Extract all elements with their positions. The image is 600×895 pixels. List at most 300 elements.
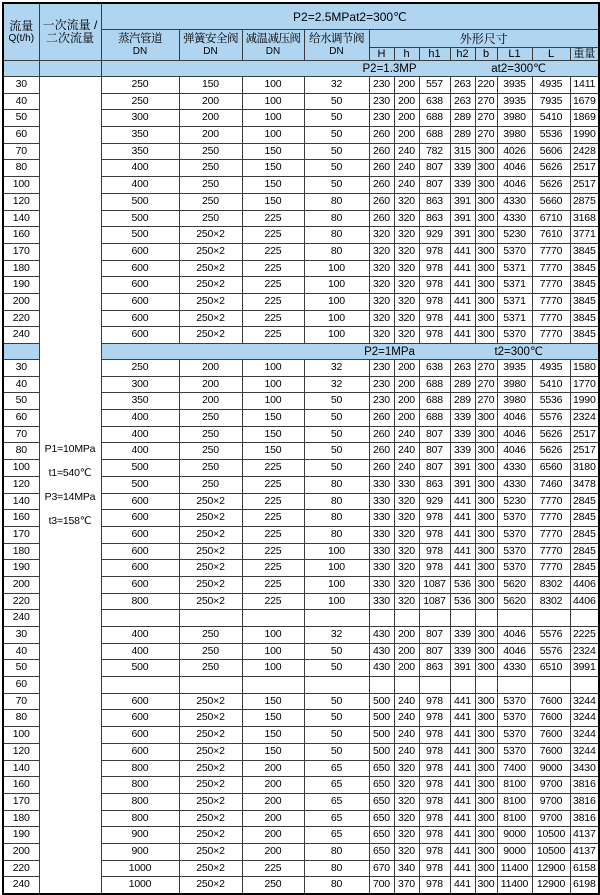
- data-cell: 320: [394, 277, 419, 294]
- data-cell: 1990: [570, 127, 599, 144]
- data-cell: 688: [419, 110, 450, 127]
- data-cell: 782: [419, 143, 450, 160]
- data-cell: 300: [475, 760, 497, 777]
- data-cell: 300: [475, 293, 497, 310]
- data-cell: 2845: [570, 493, 599, 510]
- data-cell: 225: [242, 227, 304, 244]
- data-cell: 8100: [497, 810, 532, 827]
- data-cell: 5536: [532, 393, 570, 410]
- data-cell: 50: [304, 693, 369, 710]
- data-cell: 300: [475, 560, 497, 577]
- data-cell: 200: [394, 643, 419, 660]
- data-cell: 65: [304, 810, 369, 827]
- data-cell: 225: [242, 560, 304, 577]
- data-cell: 9000: [497, 827, 532, 844]
- data-cell: 250×2: [179, 227, 242, 244]
- data-cell: [475, 610, 497, 627]
- data-cell: 320: [394, 310, 419, 327]
- data-cell: 1990: [570, 393, 599, 410]
- data-cell: 807: [419, 177, 450, 194]
- flow-cell: 180: [3, 260, 39, 277]
- data-cell: 250: [179, 643, 242, 660]
- data-cell: 11400: [497, 860, 532, 877]
- flow-cell: 140: [3, 210, 39, 227]
- data-cell: 339: [450, 627, 475, 644]
- data-cell: 300: [475, 660, 497, 677]
- data-cell: 250×2: [179, 560, 242, 577]
- dim-col-L1: L1: [497, 48, 532, 61]
- flow-cell: 240: [3, 610, 39, 627]
- data-cell: 391: [450, 476, 475, 493]
- data-cell: 250×2: [179, 877, 242, 894]
- data-cell: 5606: [532, 143, 570, 160]
- data-cell: 270: [475, 393, 497, 410]
- data-cell: 80: [304, 193, 369, 210]
- weight-col-header: 重量: [570, 48, 599, 61]
- data-cell: 7770: [532, 560, 570, 577]
- data-cell: 65: [304, 793, 369, 810]
- data-cell: 6710: [532, 210, 570, 227]
- data-cell: 500: [101, 193, 179, 210]
- data-cell: 8302: [532, 576, 570, 593]
- data-cell: 150: [242, 443, 304, 460]
- data-cell: 7770: [532, 260, 570, 277]
- data-cell: 200: [179, 393, 242, 410]
- data-cell: 4330: [497, 210, 532, 227]
- data-cell: 500: [101, 660, 179, 677]
- data-cell: 441: [450, 543, 475, 560]
- data-cell: 8302: [532, 593, 570, 610]
- data-cell: 5371: [497, 293, 532, 310]
- data-cell: 978: [419, 777, 450, 794]
- data-cell: 3244: [570, 693, 599, 710]
- data-cell: [419, 610, 450, 627]
- data-cell: 200: [242, 827, 304, 844]
- data-cell: [179, 610, 242, 627]
- data-cell: 270: [475, 93, 497, 110]
- data-cell: 978: [419, 327, 450, 344]
- data-cell: 250×2: [179, 810, 242, 827]
- data-cell: [450, 677, 475, 694]
- data-cell: 9700: [532, 810, 570, 827]
- data-cell: 300: [475, 843, 497, 860]
- data-cell: 441: [450, 560, 475, 577]
- flow-cell: 140: [3, 493, 39, 510]
- data-cell: 4406: [570, 576, 599, 593]
- data-cell: 807: [419, 460, 450, 477]
- data-cell: 50: [304, 743, 369, 760]
- data-cell: 807: [419, 627, 450, 644]
- data-cell: 300: [475, 526, 497, 543]
- data-cell: 250: [179, 143, 242, 160]
- data-cell: 225: [242, 327, 304, 344]
- data-cell: 3845: [570, 310, 599, 327]
- flow-cell: 70: [3, 143, 39, 160]
- data-cell: 3980: [497, 393, 532, 410]
- data-cell: 3935: [497, 93, 532, 110]
- data-cell: 807: [419, 160, 450, 177]
- data-cell: 320: [394, 810, 419, 827]
- data-cell: 600: [101, 743, 179, 760]
- data-cell: 240: [394, 143, 419, 160]
- divider-pressure-label: P2=1MPa: [364, 345, 415, 358]
- data-cell: 5371: [497, 310, 532, 327]
- data-cell: 978: [419, 860, 450, 877]
- data-cell: 150: [242, 177, 304, 194]
- data-cell: 441: [450, 260, 475, 277]
- data-cell: 5371: [497, 260, 532, 277]
- data-cell: 807: [419, 643, 450, 660]
- data-cell: 289: [450, 393, 475, 410]
- data-cell: [394, 610, 419, 627]
- flow-cell: 40: [3, 93, 39, 110]
- data-cell: 800: [101, 777, 179, 794]
- table-body: [3, 61, 599, 895]
- data-cell: 441: [450, 860, 475, 877]
- data-cell: 100: [242, 93, 304, 110]
- data-cell: 430: [369, 627, 394, 644]
- data-cell: 320: [394, 293, 419, 310]
- data-cell: 441: [450, 777, 475, 794]
- data-cell: 320: [394, 593, 419, 610]
- data-cell: 225: [242, 243, 304, 260]
- data-cell: 807: [419, 443, 450, 460]
- data-cell: 50: [304, 443, 369, 460]
- data-cell: 5370: [497, 693, 532, 710]
- data-cell: 100: [304, 593, 369, 610]
- flow-cell: 220: [3, 593, 39, 610]
- data-cell: 250×2: [179, 760, 242, 777]
- data-cell: 10500: [532, 827, 570, 844]
- data-cell: 9700: [532, 793, 570, 810]
- primary-secondary-flow-header: [39, 3, 101, 61]
- data-cell: 32: [304, 627, 369, 644]
- data-cell: 929: [419, 493, 450, 510]
- data-cell: 650: [369, 810, 394, 827]
- data-cell: 230: [369, 376, 394, 393]
- flow-cell: 60: [3, 677, 39, 694]
- data-cell: 300: [475, 627, 497, 644]
- data-cell: 150: [242, 160, 304, 177]
- data-cell: 4330: [497, 660, 532, 677]
- data-cell: 978: [419, 293, 450, 310]
- data-cell: 800: [101, 593, 179, 610]
- data-cell: 350: [101, 143, 179, 160]
- data-cell: 3845: [570, 277, 599, 294]
- data-cell: 2225: [570, 627, 599, 644]
- subheader-temp-label: at2=300℃: [491, 62, 547, 75]
- data-cell: 240: [394, 710, 419, 727]
- data-cell: 391: [450, 660, 475, 677]
- data-cell: 330: [369, 476, 394, 493]
- data-cell: 80: [304, 526, 369, 543]
- data-cell: 800: [101, 793, 179, 810]
- flow-cell: 50: [3, 110, 39, 127]
- data-cell: 289: [450, 110, 475, 127]
- data-cell: [304, 610, 369, 627]
- data-cell: 200: [179, 127, 242, 144]
- data-cell: 320: [394, 543, 419, 560]
- data-cell: 978: [419, 543, 450, 560]
- data-cell: 441: [450, 710, 475, 727]
- data-cell: 100: [242, 643, 304, 660]
- data-cell: 441: [450, 526, 475, 543]
- flow-cell: 220: [3, 310, 39, 327]
- flow-cell: 100: [3, 177, 39, 194]
- safety-valve-dn-label: DN: [203, 46, 218, 57]
- data-cell: 400: [101, 627, 179, 644]
- flow-cell: 140: [3, 760, 39, 777]
- data-cell: 225: [242, 593, 304, 610]
- data-cell: 5626: [532, 443, 570, 460]
- data-cell: 200: [179, 360, 242, 377]
- reduce-valve-dn-label: DN: [265, 46, 281, 57]
- data-cell: 391: [450, 193, 475, 210]
- data-cell: 225: [242, 210, 304, 227]
- data-cell: 6198: [570, 877, 599, 894]
- data-cell: 4046: [497, 410, 532, 427]
- data-cell: 250: [101, 360, 179, 377]
- data-cell: 5371: [497, 277, 532, 294]
- side-condition-label: t3=158℃: [48, 515, 92, 527]
- safety-valve-header: [179, 30, 242, 61]
- data-cell: 300: [475, 693, 497, 710]
- data-cell: 250×2: [179, 510, 242, 527]
- data-cell: 300: [475, 510, 497, 527]
- data-cell: 430: [369, 643, 394, 660]
- data-cell: 80: [304, 243, 369, 260]
- data-cell: 7770: [532, 277, 570, 294]
- data-cell: 7600: [532, 743, 570, 760]
- data-cell: 978: [419, 310, 450, 327]
- data-cell: 978: [419, 877, 450, 894]
- data-cell: 5230: [497, 227, 532, 244]
- data-cell: 441: [450, 277, 475, 294]
- data-cell: 300: [475, 243, 497, 260]
- data-cell: 300: [475, 827, 497, 844]
- data-cell: 220: [475, 77, 497, 94]
- divider-flow-cell: [3, 344, 39, 360]
- data-cell: 5576: [532, 410, 570, 427]
- data-cell: 1580: [570, 360, 599, 377]
- reduce-valve-label: 减温减压阀: [245, 33, 301, 45]
- data-cell: 391: [450, 210, 475, 227]
- data-cell: 230: [369, 360, 394, 377]
- data-cell: 4046: [497, 627, 532, 644]
- data-cell: 350: [101, 393, 179, 410]
- dim-col-h1: h1: [419, 48, 450, 61]
- data-cell: 320: [394, 777, 419, 794]
- flow-cell: 120: [3, 743, 39, 760]
- data-cell: 200: [394, 360, 419, 377]
- data-cell: [369, 677, 394, 694]
- data-cell: 240: [394, 177, 419, 194]
- data-cell: 600: [101, 543, 179, 560]
- data-cell: 260: [369, 460, 394, 477]
- data-cell: 400: [101, 410, 179, 427]
- data-cell: 320: [369, 243, 394, 260]
- data-cell: 2517: [570, 160, 599, 177]
- data-cell: 1679: [570, 93, 599, 110]
- data-cell: 240: [394, 443, 419, 460]
- data-cell: 3935: [497, 77, 532, 94]
- data-cell: 600: [101, 277, 179, 294]
- data-cell: 9000: [497, 843, 532, 860]
- data-cell: 500: [369, 710, 394, 727]
- flow-cell: 190: [3, 560, 39, 577]
- data-cell: 300: [475, 643, 497, 660]
- data-cell: 150: [242, 193, 304, 210]
- data-cell: 300: [475, 310, 497, 327]
- data-cell: 600: [101, 327, 179, 344]
- data-cell: 300: [475, 576, 497, 593]
- data-cell: 240: [394, 460, 419, 477]
- data-cell: 200: [394, 127, 419, 144]
- data-cell: 6560: [532, 460, 570, 477]
- data-cell: 330: [394, 476, 419, 493]
- data-cell: 5370: [497, 743, 532, 760]
- data-cell: 240: [394, 160, 419, 177]
- subheader-row: [3, 61, 599, 77]
- data-cell: 2875: [570, 193, 599, 210]
- data-cell: 3980: [497, 376, 532, 393]
- steam-pipe-header: [101, 30, 179, 61]
- data-cell: 7770: [532, 543, 570, 560]
- data-cell: 300: [475, 277, 497, 294]
- data-cell: 863: [419, 210, 450, 227]
- data-cell: 3430: [570, 760, 599, 777]
- data-cell: 150: [242, 410, 304, 427]
- data-cell: 80: [304, 476, 369, 493]
- data-cell: [497, 677, 532, 694]
- data-cell: 5230: [497, 493, 532, 510]
- data-cell: [419, 677, 450, 694]
- pressure-band-title: P2=2.5MPat2=300℃: [101, 3, 599, 30]
- data-cell: 4046: [497, 443, 532, 460]
- data-cell: 100: [242, 360, 304, 377]
- subheader-primary-cell: [39, 61, 101, 77]
- data-cell: 300: [475, 227, 497, 244]
- data-cell: 3816: [570, 777, 599, 794]
- data-cell: 3244: [570, 710, 599, 727]
- data-cell: 100: [242, 127, 304, 144]
- data-cell: 339: [450, 160, 475, 177]
- data-cell: 320: [369, 260, 394, 277]
- data-cell: 150: [242, 710, 304, 727]
- data-cell: 263: [450, 77, 475, 94]
- data-cell: 100: [242, 627, 304, 644]
- data-cell: 807: [419, 426, 450, 443]
- data-cell: 688: [419, 410, 450, 427]
- data-cell: 370: [394, 877, 419, 894]
- data-cell: [532, 610, 570, 627]
- data-cell: [532, 677, 570, 694]
- data-cell: 688: [419, 376, 450, 393]
- data-cell: 929: [419, 227, 450, 244]
- data-cell: 300: [475, 860, 497, 877]
- data-cell: 300: [475, 260, 497, 277]
- data-cell: 32: [304, 360, 369, 377]
- data-cell: 2517: [570, 443, 599, 460]
- data-cell: 225: [242, 476, 304, 493]
- subheader-band: [101, 61, 599, 77]
- data-cell: 339: [450, 426, 475, 443]
- data-cell: 441: [450, 810, 475, 827]
- data-cell: 430: [369, 660, 394, 677]
- data-cell: 50: [304, 110, 369, 127]
- data-cell: 260: [369, 143, 394, 160]
- data-cell: 320: [394, 793, 419, 810]
- data-cell: 536: [450, 576, 475, 593]
- data-cell: 300: [475, 777, 497, 794]
- data-cell: [304, 677, 369, 694]
- data-cell: 250: [179, 193, 242, 210]
- flow-cell: 100: [3, 727, 39, 744]
- data-cell: 7935: [532, 93, 570, 110]
- data-cell: 2428: [570, 143, 599, 160]
- data-cell: 200: [394, 627, 419, 644]
- data-cell: 5626: [532, 160, 570, 177]
- feedwater-valve-label: 给水调节阀: [309, 33, 364, 45]
- data-cell: 3478: [570, 476, 599, 493]
- data-cell: 225: [242, 510, 304, 527]
- data-cell: 50: [304, 643, 369, 660]
- data-cell: 300: [101, 110, 179, 127]
- data-cell: 330: [369, 493, 394, 510]
- flow-cell: 30: [3, 627, 39, 644]
- data-cell: 50: [304, 426, 369, 443]
- steam-pipe-label: 蒸汽管道: [118, 33, 162, 45]
- data-cell: [369, 610, 394, 627]
- data-cell: 1087: [419, 593, 450, 610]
- data-cell: 300: [475, 327, 497, 344]
- data-cell: 350: [101, 127, 179, 144]
- data-cell: 320: [369, 277, 394, 294]
- data-cell: 5620: [497, 593, 532, 610]
- data-cell: 7770: [532, 526, 570, 543]
- steam-pipe-dn-label: DN: [132, 46, 148, 57]
- data-cell: 1411: [570, 77, 599, 94]
- divider-band: [101, 344, 599, 360]
- data-cell: 441: [450, 827, 475, 844]
- data-cell: 441: [450, 493, 475, 510]
- data-cell: 200: [394, 660, 419, 677]
- data-cell: 1000: [101, 860, 179, 877]
- data-cell: 263: [450, 360, 475, 377]
- data-cell: 65: [304, 760, 369, 777]
- data-cell: 80: [304, 510, 369, 527]
- data-cell: 200: [242, 760, 304, 777]
- data-cell: 9700: [532, 777, 570, 794]
- feedwater-valve-dn-label: DN: [329, 46, 344, 57]
- data-cell: 250×2: [179, 593, 242, 610]
- data-cell: 250: [179, 210, 242, 227]
- data-cell: 50: [304, 93, 369, 110]
- data-cell: 3771: [570, 227, 599, 244]
- data-cell: 225: [242, 277, 304, 294]
- data-cell: 978: [419, 243, 450, 260]
- dim-col-h2: h2: [450, 48, 475, 61]
- data-cell: 330: [369, 593, 394, 610]
- data-cell: 289: [450, 376, 475, 393]
- data-cell: 80: [304, 860, 369, 877]
- data-cell: 3816: [570, 810, 599, 827]
- data-cell: 600: [101, 710, 179, 727]
- flow-cell: 240: [3, 327, 39, 344]
- data-cell: 5370: [497, 510, 532, 527]
- data-cell: 300: [475, 493, 497, 510]
- data-cell: 339: [450, 443, 475, 460]
